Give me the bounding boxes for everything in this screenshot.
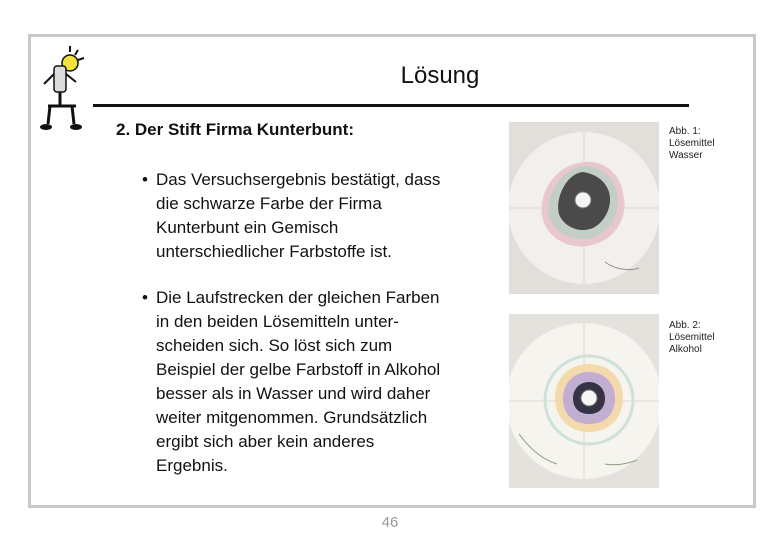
chromatogram-alcohol-photo: [509, 314, 659, 488]
figure-caption-alcohol: Abb. 2: Lösemittel Alkohol: [669, 320, 715, 355]
bullet-line: besser als in Wasser und wird daher: [156, 384, 431, 403]
bullet-result: [142, 168, 502, 268]
bullet-line: in den beiden Lösemitteln unter-: [156, 312, 399, 331]
title-divider: [93, 104, 689, 107]
page-number: 46: [381, 514, 399, 531]
bullet-line: die schwarze Farbe der Firma: [156, 194, 382, 213]
bullet-marker: •: [142, 170, 148, 189]
bullet-line: weiter mitgenommen. Grundsätzlich: [156, 408, 428, 427]
bullet-line: Ergebnis.: [156, 456, 228, 475]
bullet-line: Das Versuchsergebnis bestätigt, dass: [156, 170, 441, 189]
lightbulb-mascot-icon: [40, 44, 90, 134]
page-title: Lösung: [400, 62, 480, 89]
bullet-line: Die Laufstrecken der gleichen Farben: [156, 288, 440, 307]
section-heading: 2. Der Stift Firma Kunterbunt:: [116, 120, 355, 139]
bullet-line: Kunterbunt ein Gemisch: [156, 218, 339, 237]
bullet-line: scheiden sich. So löst sich zum: [156, 336, 393, 355]
bullet-line: Beispiel der gelbe Farbstoff in Alkohol: [156, 360, 441, 379]
bullet-line: ergibt sich aber kein anderes: [156, 432, 375, 451]
bullet-marker: •: [142, 288, 148, 307]
bullet-line: unterschiedlicher Farbstoffe ist.: [156, 242, 392, 261]
chromatogram-water-photo: [509, 122, 659, 294]
figure-caption-water: Abb. 1: Lösemittel Wasser: [669, 126, 715, 161]
bullet-comparison: [142, 286, 502, 486]
